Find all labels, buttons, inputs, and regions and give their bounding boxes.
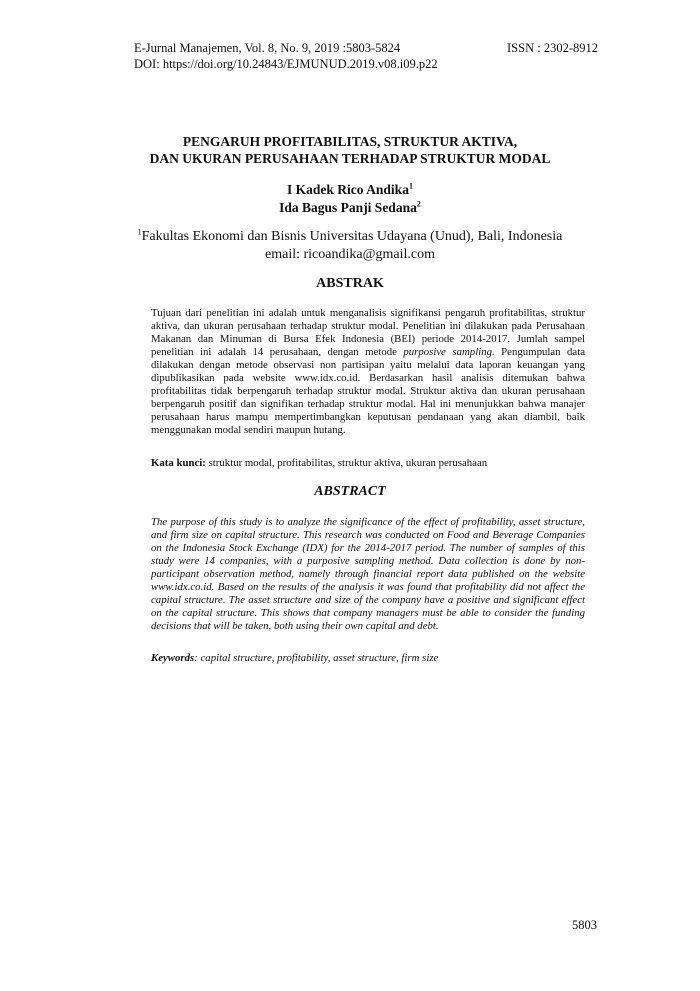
abstract-heading: ABSTRACT — [314, 484, 386, 499]
paper-title — [0, 133, 700, 167]
author-name: I Kadek Rico Andika — [287, 182, 409, 197]
affiliation-mark: 1 — [137, 227, 142, 237]
keywords — [151, 652, 585, 665]
affiliation — [0, 228, 700, 264]
keywords-text: : capital structure, profitability, asset structure, firm size — [194, 652, 439, 664]
kata-kunci-text: struktur modal, profitabilitas, struktur aktiva, ukuran perusahaan — [205, 457, 488, 469]
keywords-label: Keywords — [151, 652, 195, 664]
abstrak-body-text-cont: Pengumpulan data dilakukan dengan metode observasi non partisipan yaitu melalui data laporan keuangan yang dipublikasikan pada website www.idx.co.id. Berdasarkan hasil analisis ditemukan bahwa profitabilitas tidak berpengaruh terhadap struktur modal. Struktur aktiva dan ukuran perusahaan berpengaruh positif dan signifikan terhadap struktur modal. Hal ini menunjukkan bahwa manajer perusahaan harus mampu mempertimbangkan keputusan pendanaan yang akan diambil, baik menggunakan modal sendiri maupun hutang. — [151, 346, 585, 436]
author-email: email: ricoandika@gmail.com — [265, 247, 435, 262]
abstrak-heading: ABSTRAK — [316, 276, 384, 291]
author-1 — [0, 181, 700, 199]
title-line-1: PENGARUH PROFITABILITAS, STRUKTUR AKTIVA, — [182, 134, 518, 149]
title-line-2: DAN UKURAN PERUSAHAAN TERHADAP STRUKTUR MODAL — [149, 151, 551, 166]
abstract-body: The purpose of this study is to analyze the significance of the effect of profitability, asset structure, and firm size on capital structure. This research was conducted on Food and Beverage Companies on the Indonesia Stock Exchange (IDX) for the 2014-2017 period. The number of samples of this study were 14 companies, with a purposive sampling method. Data collection is done by non-participant observation method, namely through financial report data published on the website www.idx.co.id. Based on the results of the analysis it was found that profitability did not affect the capital structure. The asset structure and size of the company have a positive and significant effect on the capital structure. This shows that company managers must be able to consider the funding decisions that will be taken, both using their own capital and debt. — [151, 516, 585, 632]
abstrak-body — [151, 307, 585, 437]
issn: ISSN : 2302-8912 — [507, 41, 598, 55]
author-affiliation-mark: 1 — [408, 181, 413, 191]
running-header — [134, 40, 598, 72]
kata-kunci-label: Kata kunci: — [151, 457, 206, 469]
abstrak-body-text: Tujuan dari penelitian ini adalah untuk menganalisis signifikansi pengaruh profitabilitas, struktur aktiva, dan ukuran perusahaan terhadap struktur modal. Penelitian ini dilakukan pada Perusahaan Makanan dan Minuman di Bursa Efek Indonesia (BEI) periode 2014-2017. Jumlah sampel penelitian ini adalah 14 perusahaan, dengan metode — [151, 307, 585, 358]
abstrak-body-italic: purposive sampling. — [403, 346, 495, 358]
author-2 — [0, 199, 700, 217]
author-list — [0, 181, 700, 217]
kata-kunci — [151, 457, 585, 470]
author-name: Ida Bagus Panji Sedana — [279, 200, 417, 215]
journal-citation: E-Jurnal Manajemen, Vol. 8, No. 9, 2019 :5803-5824 — [134, 41, 401, 55]
author-affiliation-mark: 2 — [416, 199, 421, 209]
affiliation-text: Fakultas Ekonomi dan Bisnis Universitas Udayana (Unud), Bali, Indonesia — [141, 229, 563, 244]
doi: DOI: https://doi.org/10.24843/EJMUNUD.2019.v08.i09.p22 — [134, 57, 438, 71]
page-number: 5803 — [572, 918, 597, 932]
